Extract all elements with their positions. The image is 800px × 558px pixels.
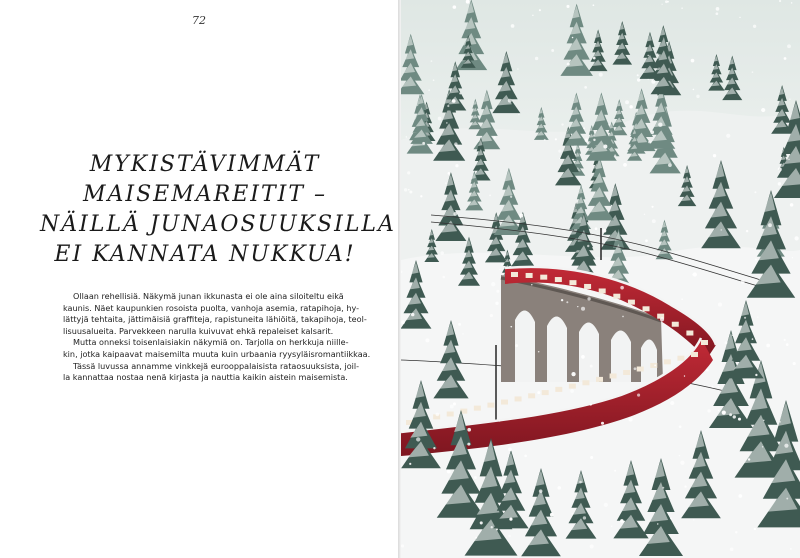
snowflake bbox=[408, 189, 410, 191]
train-window bbox=[447, 412, 454, 417]
train-window bbox=[691, 352, 698, 357]
body-line: kin, jotka kaipaavat maisemilta muuta kuin urbaania ryysyläisromantiikkaa. bbox=[63, 348, 371, 359]
snowflake bbox=[454, 142, 457, 145]
snowflake bbox=[787, 44, 791, 48]
snowflake bbox=[790, 203, 794, 207]
snowflake bbox=[440, 251, 444, 255]
snowflake bbox=[407, 171, 410, 174]
snowflake bbox=[544, 139, 546, 141]
snowflake bbox=[752, 338, 754, 340]
snowflake bbox=[603, 145, 607, 149]
snowflake bbox=[778, 182, 781, 185]
snowflake bbox=[681, 298, 683, 300]
snowflake bbox=[732, 335, 733, 336]
snowflake bbox=[557, 486, 561, 490]
train-window bbox=[542, 390, 549, 395]
snowflake bbox=[754, 191, 756, 193]
snowflake bbox=[510, 196, 512, 198]
snowflake bbox=[476, 361, 478, 363]
snowflake bbox=[581, 355, 585, 359]
snowflake bbox=[739, 17, 740, 18]
snowflake bbox=[644, 214, 645, 215]
snowflake bbox=[652, 219, 656, 223]
snowflake bbox=[581, 307, 585, 311]
snowflake bbox=[690, 178, 691, 179]
snowflake bbox=[499, 269, 500, 270]
snowflake bbox=[453, 212, 457, 216]
body-line: lättyjä tehtaita, jättimäisiä graffiteja, rapistuneita lähiöitä, takapihoja, teol- bbox=[63, 314, 367, 325]
snowflake bbox=[793, 362, 796, 365]
illustration-canvas bbox=[401, 0, 800, 558]
snowflake bbox=[691, 59, 695, 63]
snowflake bbox=[445, 182, 447, 184]
snowflake bbox=[508, 535, 511, 538]
body-line: kaunis. Näet kaupunkien rosoista puolta, vanhoja asemia, ratapihoja, hy- bbox=[63, 302, 360, 313]
snowflake bbox=[524, 455, 527, 458]
snowflake bbox=[753, 25, 756, 28]
snowflake bbox=[450, 405, 454, 409]
snowflake bbox=[648, 79, 649, 80]
snowflake bbox=[622, 316, 624, 318]
train-window bbox=[487, 403, 494, 408]
snowflake bbox=[567, 63, 570, 66]
snowflake bbox=[491, 526, 493, 528]
snowflake bbox=[670, 401, 674, 405]
snowflake bbox=[625, 100, 629, 104]
snowflake bbox=[657, 523, 658, 524]
train-window bbox=[686, 331, 693, 336]
snowflake bbox=[489, 194, 491, 196]
snowflake bbox=[718, 303, 722, 307]
snowflake bbox=[729, 413, 732, 416]
snowflake bbox=[411, 313, 414, 316]
snowflake bbox=[577, 306, 578, 307]
snowflake bbox=[792, 257, 793, 258]
snowflake bbox=[539, 9, 541, 11]
snowflake bbox=[447, 105, 449, 107]
snowflake bbox=[447, 470, 451, 474]
title-line: EI KANNATA NUKKUA! bbox=[54, 242, 356, 267]
snowflake bbox=[538, 351, 539, 352]
snowflake bbox=[693, 89, 695, 91]
snowflake bbox=[593, 57, 596, 60]
train-window bbox=[596, 377, 603, 382]
snowflake bbox=[738, 418, 741, 421]
train-window bbox=[599, 288, 606, 293]
snowflake bbox=[593, 139, 595, 141]
train-window bbox=[628, 300, 635, 305]
snowflake bbox=[433, 79, 435, 81]
snowflake bbox=[681, 7, 683, 9]
train-window bbox=[501, 400, 508, 405]
snowflake bbox=[590, 456, 593, 459]
snowflake bbox=[429, 123, 431, 125]
snowflake bbox=[590, 365, 593, 368]
snowflake bbox=[599, 73, 603, 77]
snowflake bbox=[608, 124, 610, 126]
snowflake bbox=[614, 470, 616, 472]
snowflake bbox=[722, 411, 726, 415]
train-window bbox=[637, 366, 644, 371]
snowflake bbox=[629, 105, 632, 108]
snowflake bbox=[561, 299, 563, 301]
snowflake bbox=[452, 99, 456, 103]
snowflake bbox=[662, 487, 664, 489]
snowflake bbox=[510, 326, 512, 328]
snowflake bbox=[654, 365, 656, 367]
snowflake bbox=[583, 127, 585, 129]
snowflake bbox=[768, 223, 772, 227]
snowflake bbox=[493, 136, 495, 138]
train-window bbox=[528, 393, 535, 398]
snowflake bbox=[791, 2, 793, 4]
snowflake bbox=[790, 548, 792, 550]
body-line: la kannattaa nostaa nenä kirjasta ja nauttia kaikin aistein maisemista. bbox=[63, 372, 348, 383]
train-window bbox=[623, 370, 630, 375]
train-window bbox=[672, 322, 679, 327]
snowflake bbox=[637, 394, 640, 397]
snowflake bbox=[637, 74, 639, 76]
snowflake bbox=[696, 95, 699, 98]
snowflake bbox=[404, 188, 407, 191]
snowflake bbox=[778, 167, 782, 171]
train-window bbox=[582, 380, 589, 385]
snowflake bbox=[401, 320, 405, 324]
snowflake bbox=[409, 190, 412, 193]
snowflake bbox=[661, 4, 662, 5]
snowflake bbox=[735, 531, 737, 533]
snowflake bbox=[784, 57, 787, 60]
snowflake bbox=[431, 60, 433, 62]
snowflake bbox=[707, 409, 710, 412]
snowflake bbox=[748, 458, 750, 460]
snowflake bbox=[501, 264, 502, 265]
snowflake bbox=[741, 280, 745, 284]
snowflake bbox=[789, 98, 791, 100]
snowflake bbox=[629, 417, 633, 421]
snowflake bbox=[623, 163, 627, 167]
page-number: 72 bbox=[192, 14, 206, 27]
snowflake bbox=[786, 498, 788, 500]
snowflake bbox=[571, 372, 575, 376]
snowflake bbox=[519, 213, 523, 217]
snowflake bbox=[491, 282, 495, 286]
snowflake bbox=[420, 195, 422, 197]
snowflake bbox=[558, 150, 561, 153]
snowflake bbox=[718, 410, 719, 411]
snowflake bbox=[721, 229, 722, 230]
left-page bbox=[0, 0, 398, 558]
snowflake bbox=[425, 338, 429, 342]
snowflake bbox=[422, 142, 425, 145]
snowflake bbox=[752, 71, 754, 73]
snowflake bbox=[651, 206, 653, 208]
snowflake bbox=[611, 526, 612, 527]
snowflake bbox=[509, 517, 512, 520]
snowflake bbox=[684, 485, 686, 487]
snowflake bbox=[490, 314, 493, 317]
snowflake bbox=[755, 258, 757, 260]
body-line: Ollaan rehellisiä. Näkymä junan ikkunasta ei ole aina siloiteltu eikä bbox=[73, 291, 344, 301]
snowflake bbox=[590, 544, 594, 548]
snowflake bbox=[603, 229, 607, 233]
snowflake bbox=[508, 99, 512, 103]
snowflake bbox=[668, 163, 672, 167]
snowflake bbox=[744, 317, 746, 319]
snowflake bbox=[755, 374, 757, 376]
snowflake bbox=[583, 516, 586, 519]
snowflake bbox=[462, 333, 464, 335]
snowflake bbox=[738, 494, 742, 498]
snowflake bbox=[679, 425, 682, 428]
snowflake bbox=[761, 108, 765, 112]
snowflake bbox=[604, 503, 608, 507]
snowflake bbox=[595, 227, 598, 230]
snowflake bbox=[693, 272, 697, 276]
snowflake bbox=[779, 421, 781, 423]
snowflake bbox=[518, 114, 519, 115]
snowflake bbox=[730, 548, 734, 552]
snowflake bbox=[572, 37, 574, 39]
snowflake bbox=[763, 419, 765, 421]
snowflake bbox=[587, 245, 589, 247]
train-window bbox=[677, 356, 684, 361]
body-line: lisuusalueita. Parvekkeen narulla kuivuvat ehkä repaleiset kalsarit. bbox=[63, 325, 334, 336]
train-window bbox=[555, 387, 562, 392]
snowflake bbox=[467, 428, 471, 432]
train-window bbox=[613, 294, 620, 299]
snowflake bbox=[539, 489, 543, 493]
snowflake bbox=[718, 386, 720, 388]
snowflake bbox=[637, 78, 640, 81]
snowflake bbox=[409, 463, 411, 465]
snowflake bbox=[511, 24, 515, 28]
snowflake bbox=[648, 141, 651, 144]
snowflake bbox=[757, 316, 758, 317]
snowflake bbox=[559, 158, 560, 159]
body-line: Mutta onneksi toisenlaisiakin näkymiä on. Tarjolla on herkkuja niille- bbox=[73, 337, 349, 348]
snowflake bbox=[474, 476, 477, 479]
snowflake bbox=[537, 391, 540, 394]
snowflake bbox=[590, 404, 592, 406]
snowflake bbox=[550, 513, 554, 517]
snowflake bbox=[496, 290, 499, 293]
train-window bbox=[540, 275, 547, 280]
snowflake bbox=[584, 86, 587, 89]
snowflake bbox=[754, 528, 756, 530]
snowflake bbox=[587, 297, 590, 300]
snowflake bbox=[531, 284, 532, 285]
snowflake bbox=[499, 420, 501, 422]
snowflake bbox=[784, 444, 788, 448]
snowflake bbox=[446, 122, 448, 124]
snowflake bbox=[716, 12, 719, 15]
snowflake bbox=[693, 519, 694, 520]
title-line: NÄILLÄ JUNAOSUUKSILLA bbox=[40, 212, 396, 237]
snowflake bbox=[788, 159, 790, 161]
snowflake bbox=[532, 15, 533, 16]
snowflake bbox=[442, 276, 445, 279]
snowflake bbox=[448, 172, 451, 175]
snowflake bbox=[571, 513, 573, 515]
body-text bbox=[63, 291, 371, 384]
snowflake bbox=[706, 369, 709, 372]
train-illustration bbox=[401, 0, 800, 558]
snowflake bbox=[713, 154, 716, 157]
snowflake bbox=[416, 437, 420, 441]
snowflake bbox=[515, 344, 518, 347]
snowflake bbox=[658, 122, 662, 126]
title-line: MAISEMAREITIT – bbox=[83, 182, 327, 207]
snowflake bbox=[645, 239, 648, 242]
snowflake bbox=[733, 415, 736, 418]
train-window bbox=[643, 306, 650, 311]
train-window bbox=[569, 384, 576, 389]
snowflake bbox=[620, 286, 624, 290]
snowflake bbox=[561, 123, 563, 125]
chapter-title bbox=[40, 150, 396, 270]
snowflake bbox=[436, 413, 440, 417]
snowflake bbox=[566, 301, 568, 303]
snowflake bbox=[679, 455, 681, 457]
snowflake bbox=[428, 89, 430, 91]
train-window bbox=[584, 284, 591, 289]
snowflake bbox=[555, 138, 557, 140]
body-line: Tässä luvussa annamme vinkkejä eurooppalaisista rataosuuksista, joil- bbox=[73, 360, 360, 371]
snowflake bbox=[711, 386, 713, 388]
train-window bbox=[511, 272, 518, 277]
train-window bbox=[701, 340, 708, 345]
snowflake bbox=[779, 0, 781, 2]
snowflake bbox=[508, 447, 512, 451]
snowflake bbox=[475, 537, 477, 539]
snowflake bbox=[726, 134, 730, 138]
snowflake bbox=[670, 518, 672, 520]
snowflake bbox=[647, 55, 648, 56]
snowflake bbox=[620, 519, 624, 523]
snowflake bbox=[517, 68, 519, 70]
train-window bbox=[555, 277, 562, 282]
snowflake bbox=[495, 302, 498, 305]
snowflake bbox=[786, 343, 789, 346]
train-window bbox=[610, 373, 617, 378]
snowflake bbox=[585, 138, 589, 142]
snowflake bbox=[766, 344, 770, 348]
snowflake bbox=[551, 49, 554, 52]
snowflake bbox=[680, 461, 684, 465]
train-window bbox=[650, 363, 657, 368]
snowflake bbox=[650, 130, 654, 134]
snowflake bbox=[458, 323, 461, 326]
snowflake bbox=[438, 117, 442, 121]
snowflake bbox=[601, 422, 604, 425]
snowflake bbox=[566, 5, 569, 8]
snowflake bbox=[660, 317, 664, 321]
snowflake bbox=[665, 0, 668, 3]
title-line: MYKISTÄVIMMÄT bbox=[89, 152, 321, 177]
train-window bbox=[474, 406, 481, 411]
snowflake bbox=[684, 375, 685, 376]
snowflake bbox=[453, 5, 457, 9]
snowflake bbox=[453, 402, 456, 405]
snowflake bbox=[593, 4, 595, 6]
snowflake bbox=[579, 481, 582, 484]
snowflake bbox=[455, 164, 458, 167]
train-window bbox=[664, 359, 671, 364]
snowflake bbox=[746, 230, 748, 232]
snowflake bbox=[794, 236, 798, 240]
snowflake bbox=[570, 389, 574, 393]
train-window bbox=[515, 396, 522, 401]
train-window bbox=[569, 280, 576, 285]
snowflake bbox=[433, 447, 435, 449]
snowflake bbox=[762, 446, 763, 447]
snowflake bbox=[716, 7, 720, 11]
snowflake bbox=[535, 57, 538, 60]
snowflake bbox=[406, 136, 408, 138]
train-window bbox=[526, 273, 533, 278]
snowflake bbox=[459, 92, 461, 94]
snowflake bbox=[651, 80, 655, 84]
snowflake bbox=[480, 521, 483, 524]
snowflake bbox=[401, 544, 404, 547]
snowflake bbox=[634, 367, 637, 370]
snowflake bbox=[496, 528, 498, 530]
snowflake bbox=[614, 155, 616, 157]
snowflake bbox=[467, 443, 470, 446]
snowflake bbox=[784, 339, 786, 341]
snowflake bbox=[725, 341, 728, 344]
